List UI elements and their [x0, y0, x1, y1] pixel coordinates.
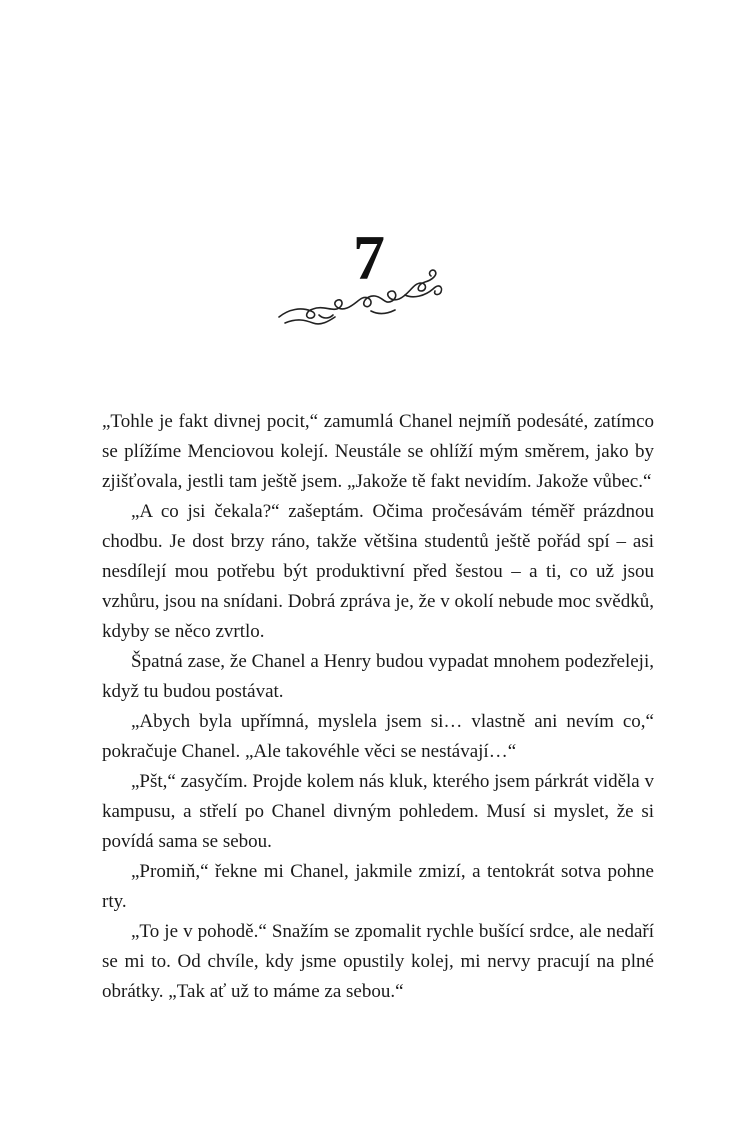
- paragraph: „To je v pohodě.“ Snažím se zpomalit rychle bušící srdce, ale nedaří se mi to. Od chvíle, kdy jsme opustily kolej, mi nervy pracují na plné obrátky. „Tak ať už to máme za sebou.“: [102, 921, 654, 1002]
- paragraph: „Pšt,“ zasyčím. Projde kolem nás kluk, kterého jsem párkrát viděla v kampusu, a střelí po Chanel divným pohledem. Musí si myslet, že si povídá sama se sebou.: [102, 771, 654, 852]
- paragraph: „Tohle je fakt divnej pocit,“ zamumlá Chanel nejmíň podesáté, zatímco se plížíme Menciovou kolejí. Neustále se ohlíží mým směrem, jako by zjišťovala, jestli tam ještě jsem. „Jakože tě fakt nevidím. Jakože vůbec.“: [102, 411, 654, 492]
- paragraph: „Promiň,“ řekne mi Chanel, jakmile zmizí, a tentokrát sotva pohne rty.: [102, 861, 654, 912]
- chapter-text: [102, 407, 654, 1007]
- chapter-number: 7: [353, 222, 385, 293]
- paragraph: „A co jsi čekala?“ zašeptám. Očima pročesávám téměř prázdnou chodbu. Je dost brzy ráno, takže většina studentů ještě pořád spí – asi nesdílejí mou potřebu být produktivní před šestou – a ti, co už jsou vzhůru, jsou na snídani. Dobrá zpráva je, že v okolí nebude moc svědků, kdyby se něco zvrtlo.: [102, 501, 654, 642]
- paragraph: „Abych byla upřímná, myslela jsem si… vlastně ani nevím co,“ pokračuje Chanel. „Ale takovéhle věci se nestávají…“: [102, 711, 654, 762]
- flourish-divider-icon: [275, 265, 450, 330]
- paragraph: Špatná zase, že Chanel a Henry budou vypadat mnohem podezřeleji, když tu budou postávat.: [102, 651, 654, 702]
